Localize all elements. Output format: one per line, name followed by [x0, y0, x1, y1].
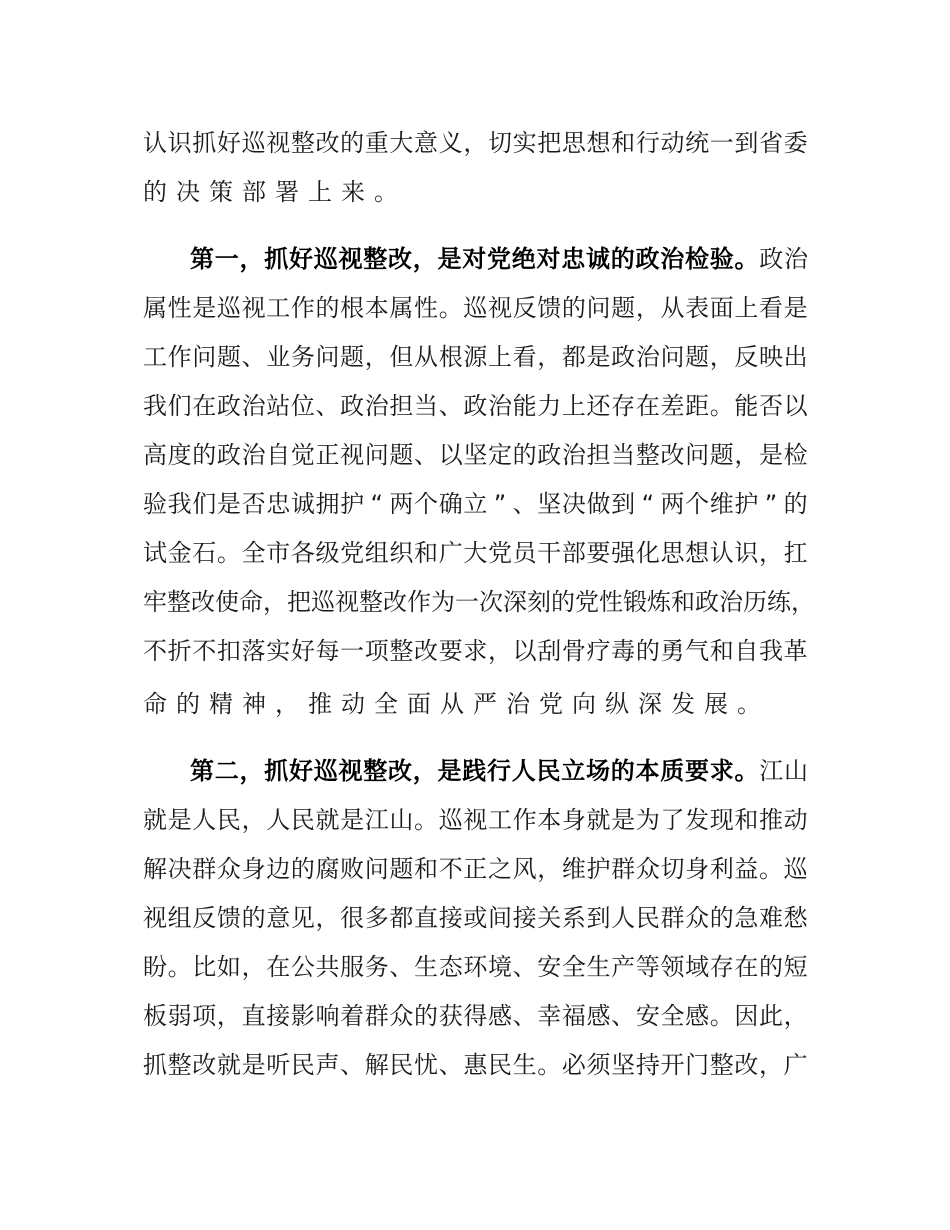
text-line: 命 的 精 神 ， 推 动 全 面 从 严 治 党 向 纵 深 发 展 。: [143, 690, 761, 718]
text-line: 板 弱 项 ， 直 接 影 响 着 群 众 的 获 得 感 、 幸 福 感 、 安 全 感 。 因 此 ，: [143, 1002, 808, 1030]
paragraph-heading-line: 第 一 ， 抓 好 巡 视 整 改 ， 是 对 党 绝 对 忠 诚 的 政 治 检 验 。 政 治: [190, 245, 808, 273]
text-line: 的 决 策 部 署 上 来 。: [143, 178, 398, 206]
paragraph-heading-line: 第 二 ， 抓 好 巡 视 整 改 ， 是 践 行 人 民 立 场 的 本 质 要 求 。 江 山: [190, 757, 808, 785]
text-line: 解 决 群 众 身 边 的 腐 败 问 题 和 不 正 之 风 ， 维 护 群 众 切 身 利 益 。 巡: [143, 855, 808, 883]
text-line: 盼 。 比 如 ， 在 公 共 服 务 、 生 态 环 境 、 安 全 生 产 等 领 域 存 在 的 短: [143, 953, 808, 981]
text-line: 牢 整 改 使 命 ， 把 巡 视 整 改 作 为 一 次 深 刻 的 党 性 锻 炼 和 政 治 历 练 ，: [143, 588, 815, 616]
text-line: 就 是 人 民 ， 人 民 就 是 江 山 。 巡 视 工 作 本 身 就 是 为 了 发 现 和 推 动: [143, 806, 808, 834]
text-line: 抓 整 改 就 是 听 民 声 、 解 民 忧 、 惠 民 生 。 必 须 坚 持 开 门 整 改 ， 广: [143, 1051, 808, 1079]
text-line: 我 们 在 政 治 站 位 、 政 治 担 当 、 政 治 能 力 上 还 存 在 差 距 。 能 否 以: [143, 392, 808, 420]
text-line: 认 识 抓 好 巡 视 整 改 的 重 大 意 义 ， 切 实 把 思 想 和 行 动 统 一 到 省 委: [143, 129, 808, 157]
text-line: 试 金 石 。 全 市 各 级 党 组 织 和 广 大 党 员 干 部 要 强 化 思 想 认 识 ， 扛: [143, 539, 808, 567]
text-line: 工 作 问 题 、 业 务 问 题 ， 但 从 根 源 上 看 ， 都 是 政 治 问 题 ， 反 映 出: [143, 343, 808, 371]
text-line: 高 度 的 政 治 自 觉 正 视 问 题 、 以 坚 定 的 政 治 担 当 整 改 问 题 ， 是 检: [143, 441, 808, 469]
text-line: 视 组 反 馈 的 意 见 ， 很 多 都 直 接 或 间 接 关 系 到 人 民 群 众 的 急 难 愁: [143, 904, 808, 932]
text-line: 属 性 是 巡 视 工 作 的 根 本 属 性 。 巡 视 反 馈 的 问 题 ， 从 表 面 上 看 是: [143, 294, 808, 322]
text-line: 验 我 们 是 否 忠 诚 拥 护 “ 两 个 确 立 ” 、 坚 决 做 到 “ 两 个 维 护 ” 的: [143, 490, 808, 518]
text-line: 不 折 不 扣 落 实 好 每 一 项 整 改 要 求 ， 以 刮 骨 疗 毒 的 勇 气 和 自 我 革: [143, 637, 808, 665]
